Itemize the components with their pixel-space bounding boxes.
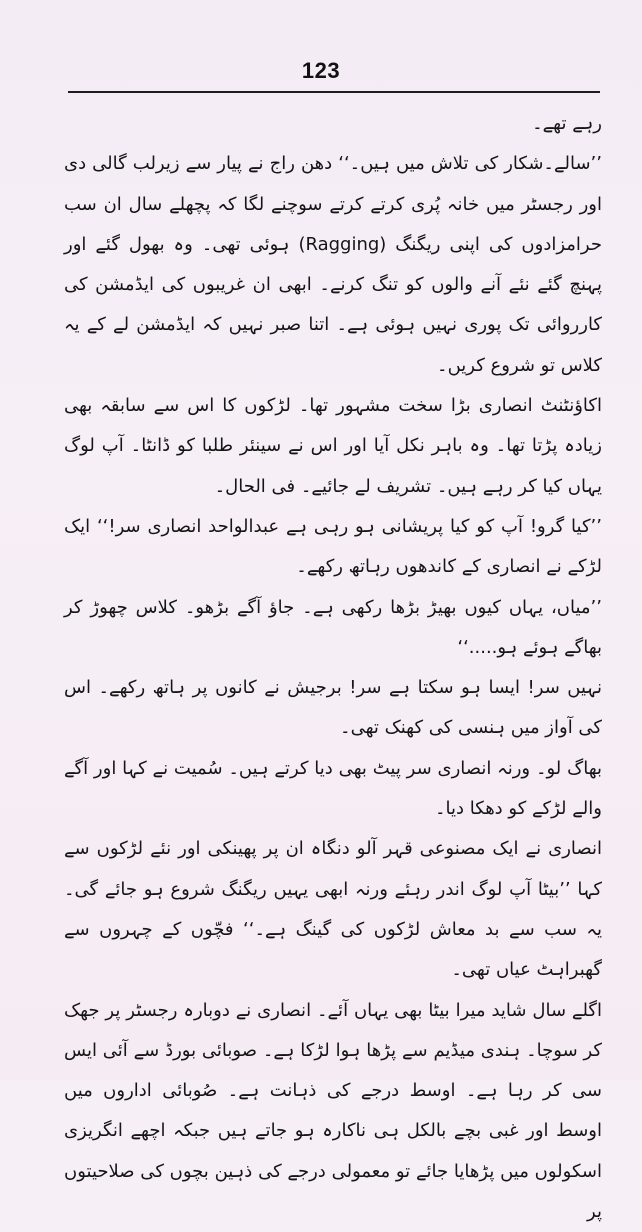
paragraph: اگلے سال شاید میرا بیٹا بھی یہاں آئے۔ انصاری نے دوبارہ رجسٹر پر جھک کر سوچا۔ ہندی میڈیم سے پڑھا ہوا لڑکا ہے۔ صوبائی بورڈ سے آئی ایس سی کر رہا ہے۔ اوسط درجے کی ذہانت ہے۔ صُوبائی اداروں میں اوسط اور غبی بچے بالکل ہی ناکارہ ہو جاتے ہیں جبکہ اچھے انگریزی اسکولوں میں پڑھایا جائے تو معمولی درجے کی ذہین بچوں کی صلاحیتوں پر [64,999,602,1223]
paragraph: رہے تھے۔ [532,113,602,134]
paragraph: بھاگ لو۔ ورنہ انصاری سر پیٹ بھی دیا کرتے ہیں۔ سُمیت نے کہا اور آگے والے لڑکے کو دھکا دیا۔ [64,757,602,820]
paragraph: ’’سالے۔شکار کی تلاش میں ہیں۔‘‘ دھن راج نے پیار سے زیرلب گالی دی اور رجسٹر میں خانہ پُری کرتے کرتے سوچنے لگا کہ پچھلے سال ان سب حرامزادوں کی اپنی ریگنگ (Ragging) ہوئی تھی۔ وہ بھول گئے اور پہنچ گئے نئے آنے والوں کو تنگ کرنے۔ ابھی ان غریبوں کی ایڈمشن کی کارروائی تک پوری نہیں ہوئی ہے۔ اتنا صبر نہیں کہ ایڈمشن لے کے یہ کلاس تو شروع کریں۔ [64,153,602,376]
paragraph: نہیں سر! ایسا ہو سکتا ہے سر! برجیش نے کانوں پر ہاتھ رکھے۔ اس کی آواز میں ہنسی کی کھنک تھی۔ [64,677,602,739]
paragraph: اکاؤنٹنٹ انصاری بڑا سخت مشہور تھا۔ لڑکوں کا اس سے سابقہ بھی زیادہ پڑتا تھا۔ وہ باہر نکل آیا اور اس نے سینئر طلبا کو ڈانٹا۔ آپ لوگ یہاں کیا کر رہے ہیں۔ تشریف لے جائیے۔ فی الحال۔ [64,395,602,497]
paragraph: ’’میاں، یہاں کیوں بھیڑ بڑھا رکھی ہے۔ جاؤ آگے بڑھو۔ کلاس چھوڑ کر بھاگے ہوئے ہو.....‘‘ [64,596,602,658]
page-number: 123 [301,58,341,83]
body-text [64,104,602,1232]
paragraph: انصاری نے ایک مصنوعی قہر آلو دنگاہ ان پر پھینکی اور نئے لڑکوں سے کہا ’’بیٹا آپ لوگ اندر رہئے ورنہ ابھی یہیں ریگنگ شروع ہو جائے گی۔ یہ سب سے بد معاش لڑکوں کی گینگ ہے۔‘‘ فچّوں کے چہروں سے گھبراہٹ عیاں تھی۔ [64,838,602,981]
paragraph: ’’کیا گرو! آپ کو کیا پریشانی ہو رہی ہے عبدالواحد انصاری سر!‘‘ ایک لڑکے نے انصاری کے کاندھوں رہاتھ رکھے۔ [64,515,602,578]
header-rule [68,91,600,93]
